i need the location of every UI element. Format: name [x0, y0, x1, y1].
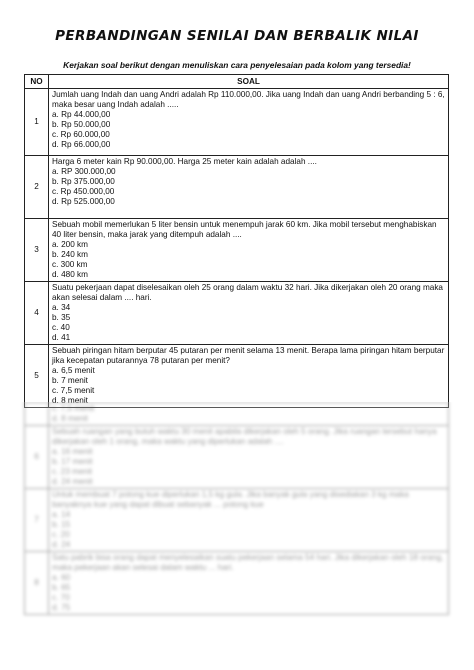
row-number: 5	[25, 345, 49, 408]
row-number: 8	[25, 552, 49, 615]
answer-option: c. Rp 60.000,00	[52, 130, 110, 139]
answer-option: a. 200 km	[52, 240, 88, 249]
answer-option: d. 8 menit	[52, 414, 88, 423]
row-number: 3	[25, 219, 49, 282]
answer-option: b. 15	[52, 520, 71, 529]
answer-option: b. 7 menit	[52, 376, 88, 385]
row-number: 6	[25, 426, 49, 489]
answer-option: b. Rp 375.000,00	[52, 177, 115, 186]
answer-option: c. 7,5 menit	[52, 404, 95, 413]
answer-option: d. 24	[52, 540, 71, 549]
question-cell	[49, 89, 449, 156]
answer-option: b. 65	[52, 583, 71, 592]
answer-option: c. 300 km	[52, 260, 88, 269]
question-text: Suatu pekerjaan dapat diselesaikan oleh 25 orang dalam waktu 32 hari. Jika dikerjakan oleh 20 orang maka akan selesai dalam .... hari.	[52, 283, 443, 302]
row-number: 1	[25, 89, 49, 156]
question-text: Untuk membuat 7 potong kue diperlukan 1,5 kg gula. Jika banyak gula yang disediakan 3 kg maka banyaknya kue yang dapat dibuat sebanyak ... potong kue	[52, 490, 409, 509]
preview-fade-overlay	[0, 402, 474, 670]
answer-option: d. 24 menit	[52, 477, 93, 486]
question-text: Sebuah mobil memerlukan 5 liter bensin untuk menempuh jarak 60 km. Jika mobil tersebut menghabiskan 40 liter bensin, maka jarak yang ditempuh adalah ....	[52, 220, 437, 239]
question-text: Jumlah uang Indah dan uang Andri adalah Rp 110.000,00. Jika uang Indah dan uang Andri berbanding 5 : 6, maka besar uang Indah adalah .....	[52, 90, 445, 109]
questions-table	[24, 74, 449, 408]
answer-option: d. 480 km	[52, 270, 88, 279]
question-text: Satu pabrik bisa orang dapat menyelesaikan suatu pekerjaan selama 54 hari. Jika dikerjakan oleh 18 orang, maka pekerjaan akan selesai dalam waktu ... hari.	[52, 553, 444, 572]
table-header-row	[25, 75, 449, 89]
table-row	[25, 282, 449, 345]
answer-option: a. 6,5 menit	[52, 366, 95, 375]
header-no: NO	[25, 75, 49, 89]
answer-option: c. 7,5 menit	[52, 386, 95, 395]
answer-option: d. Rp 66.000,00	[52, 140, 111, 149]
table-row	[25, 345, 449, 408]
answer-option: b. 240 km	[52, 250, 88, 259]
question-cell	[49, 282, 449, 345]
table-row	[25, 219, 449, 282]
document-title: PERBANDINGAN SENILAI DAN BERBALIK NILAI	[55, 28, 419, 44]
row-number: 7	[25, 489, 49, 552]
question-text: Sebuah ruangan yang butuh waktu 30 menit apabila dikerjakan oleh 5 orang. Jika ruangan tersebut hanya dikerjakan oleh 1 orang, maka waktu yang diperlukan adalah ....	[52, 427, 437, 446]
question-text: Harga 6 meter kain Rp 90.000,00. Harga 25 meter kain adalah adalah ....	[52, 157, 317, 166]
answer-option: d. Rp 525.000,00	[52, 197, 115, 206]
table-row	[25, 156, 449, 219]
question-text: Sebuah piringan hitam berputar 45 putaran per menit selama 13 menit. Berapa lama piringan hitam berputar jika kecepatan putarannya 78 putaran per menit?	[52, 346, 445, 365]
answer-option: d. 75	[52, 603, 71, 612]
answer-option: d. 8 menit	[52, 396, 88, 405]
answer-option: a. RP 300.000,00	[52, 167, 116, 176]
answer-option: c. 40	[52, 323, 70, 332]
instruction-text: Kerjakan soal berikut dengan menuliskan cara penyelesaian pada kolom yang tersedia!	[63, 60, 411, 70]
answer-option: a. 14	[52, 510, 71, 519]
header-soal: SOAL	[49, 75, 449, 89]
answer-option: d. 41	[52, 333, 71, 342]
answer-option: c. 23 menit	[52, 467, 93, 476]
answer-option: b. Rp 50.000,00	[52, 120, 111, 129]
answer-option: c. 70	[52, 593, 70, 602]
question-cell	[49, 156, 449, 219]
question-cell	[49, 219, 449, 282]
answer-option: b. 35	[52, 313, 71, 322]
row-number: 4	[25, 282, 49, 345]
answer-option: b. 17 menit	[52, 457, 93, 466]
answer-option: c. 20	[52, 530, 70, 539]
answer-option: a. 60	[52, 573, 71, 582]
answer-option: a. 16 menit	[52, 447, 93, 456]
table-row	[25, 89, 449, 156]
answer-option: a. Rp 44.000,00	[52, 110, 111, 119]
row-number: 2	[25, 156, 49, 219]
answer-option: c. Rp 450.000,00	[52, 187, 115, 196]
question-cell	[49, 345, 449, 408]
answer-option: a. 34	[52, 303, 71, 312]
